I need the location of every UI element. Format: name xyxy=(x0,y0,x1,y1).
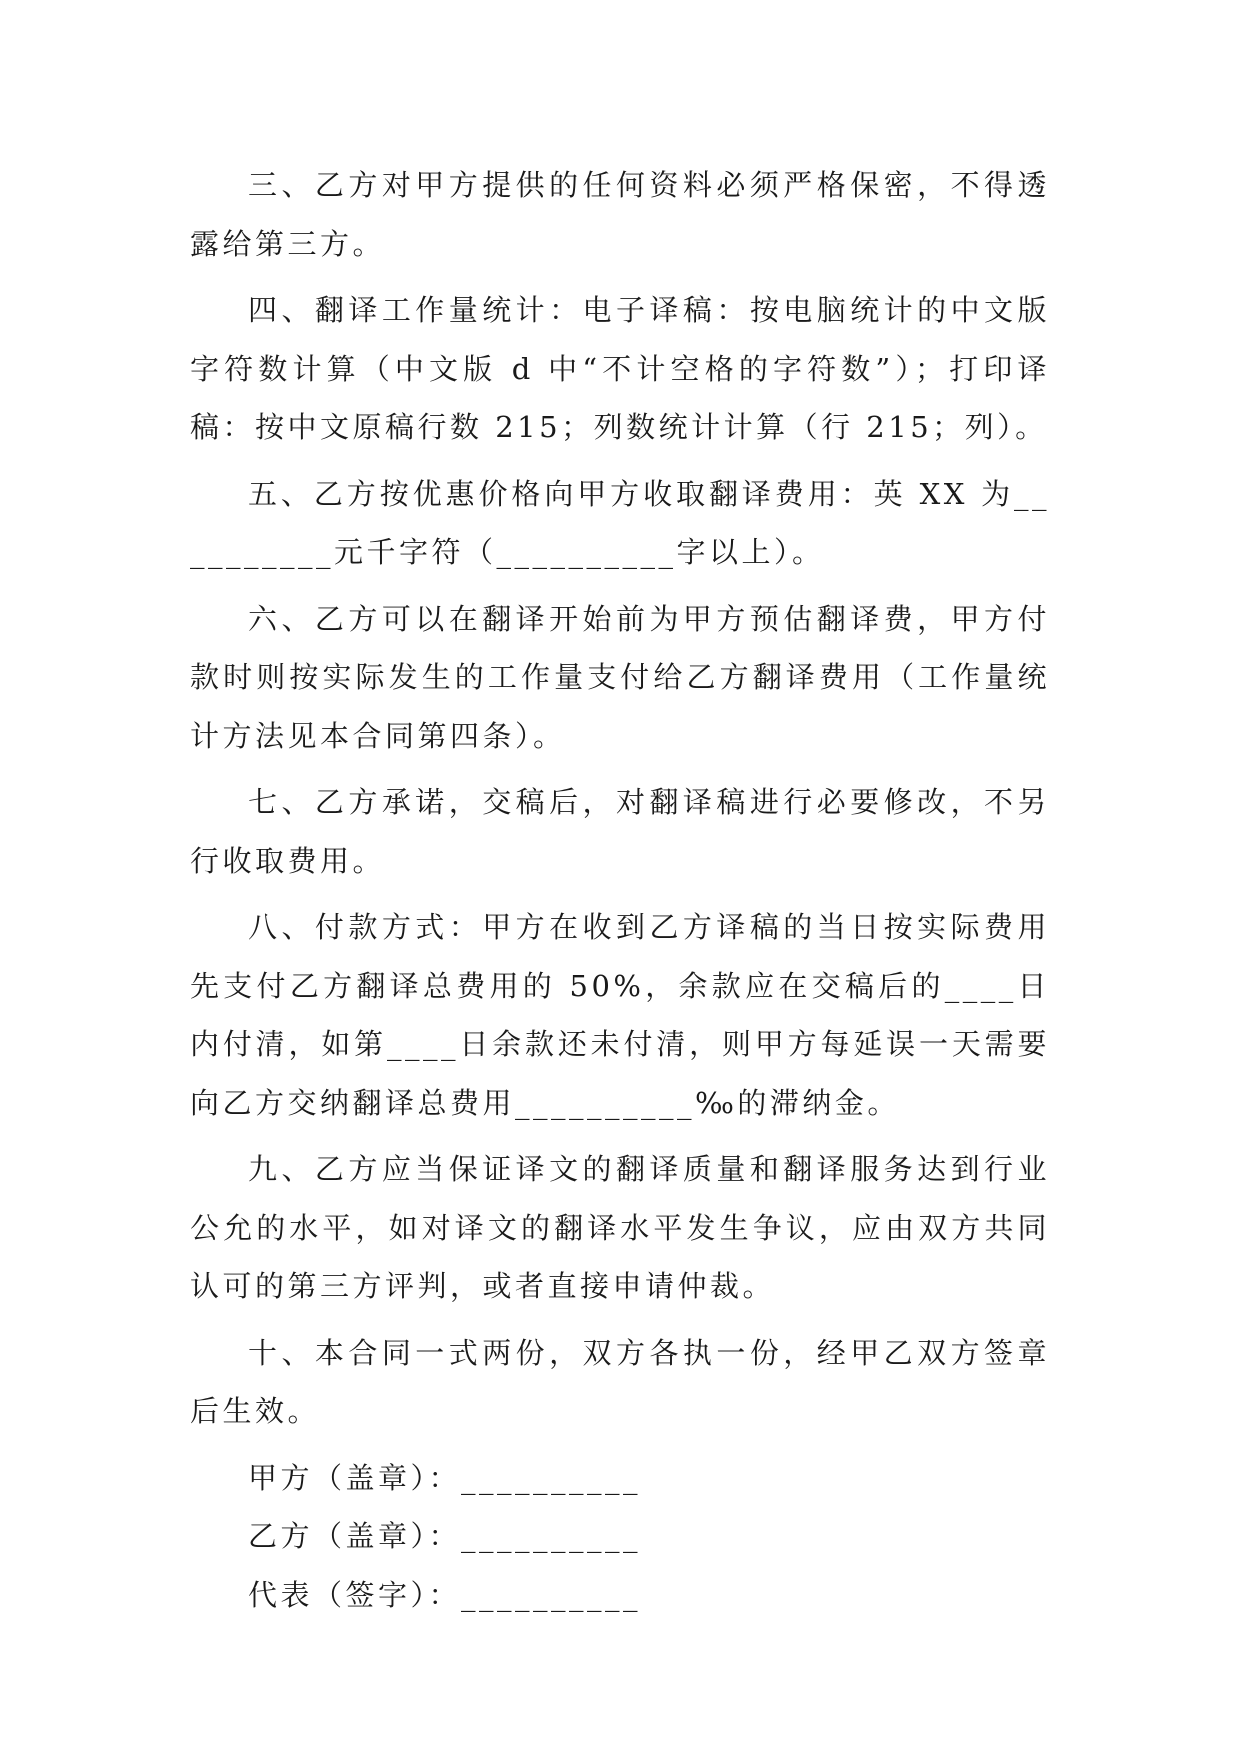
party-b-seal-line: 乙方（盖章）：__________ xyxy=(248,1519,642,1553)
representative-signature-line: 代表（签字）：__________ xyxy=(248,1577,642,1612)
clause-3: 三、乙方对甲方提供的任何资料必须严格保密，不得透露给第三方。 xyxy=(190,168,1050,261)
clause-9: 九、乙方应当保证译文的翻译质量和翻译服务达到行业公允的水平，如对译文的翻译水平发生争议，应由双方共同认可的第三方评判，或者直接申请仲裁。 xyxy=(190,1152,1050,1303)
clause-7: 七、乙方承诺，交稿后，对翻译稿进行必要修改，不另行收取费用。 xyxy=(190,785,1050,878)
party-a-seal-line: 甲方（盖章）：__________ xyxy=(248,1460,642,1495)
signature-block xyxy=(190,1449,1050,1625)
clause-6: 六、乙方可以在翻译开始前为甲方预估翻译费，甲方付款时则按实际发生的工作量支付给乙方翻译费用（工作量统计方法见本合同第四条）。 xyxy=(190,601,1050,753)
contract-body xyxy=(190,156,1050,1624)
clause-10: 十、本合同一式两份，双方各执一份，经甲乙双方签章后生效。 xyxy=(190,1335,1050,1428)
clause-4: 四、翻译工作量统计：电子译稿：按电脑统计的中文版字符数计算（中文版 d 中“不计空格的字符数”）；打印译稿：按中文原稿行数 215；列数统计计算（行 215；列）。 xyxy=(190,293,1050,444)
clause-8: 八、付款方式：甲方在收到乙方译稿的当日按实际费用先支付乙方翻译总费用的 50%，余款应在交稿后的____日内付清，如第____日余款还未付清，则甲方每延误一天需要向乙方交纳翻译总费用__________‰的滞纳金。 xyxy=(190,910,1050,1120)
clause-5: 五、乙方按优惠价格向甲方收取翻译费用：英 XX 为__________元千字符（__________字以上）。 xyxy=(190,476,1050,569)
